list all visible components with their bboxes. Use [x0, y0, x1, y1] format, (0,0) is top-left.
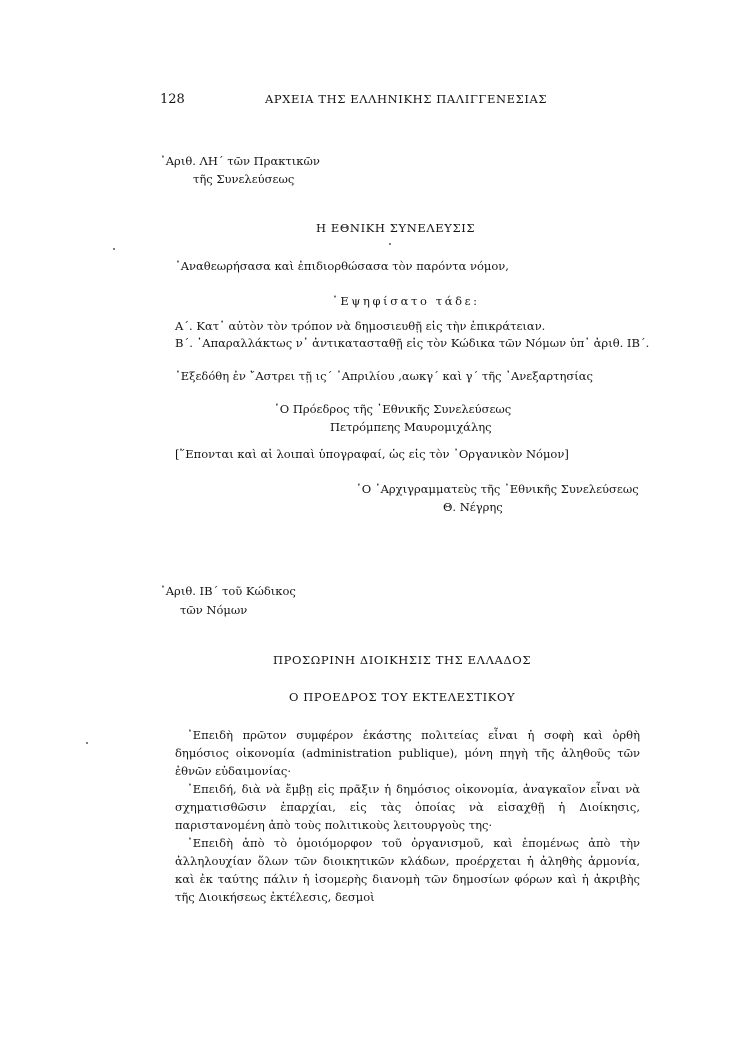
reference-line: τῆς Συνελεύσεως — [193, 172, 295, 186]
speck — [86, 742, 88, 744]
article-a: Α΄. Κατ᾿ αὐτὸν τὸν τρόπον νὰ δημοσιευθῇ εἰς τὴν ἐπικράτειαν. — [175, 319, 546, 333]
secretary-name: Θ. Νέγρης — [443, 500, 503, 514]
president-title: ῾Ο Πρόεδρος τῆς ᾿Εθνικῆς Συνελεύσεως — [274, 402, 512, 416]
secretary-title: ῾Ο ᾿Αρχιγραμματεὺς τῆς ᾿Εθνικῆς Συνελεύσεως — [356, 482, 639, 496]
intro-line: ᾿Αναθεωρήσασα καὶ ἐπιδιορθώσασα τὸν παρόντα νόμον, — [175, 259, 509, 273]
paragraph: ᾿Επειδή, διὰ νὰ ἔμβῃ εἰς πρᾶξιν ἡ δημόσιος οἰκονομία, ἀναγκαῖον εἶναι νὰ σχηματισθῶσιν ἐπαρχίαι, εἰς τὰς ὁποίας νὰ εἰσαχθῇ ἡ Διοίκησις, παριστανομένη ἀπὸ τοὺς πολιτικοὺς λειτουργοὺς της· — [175, 782, 640, 832]
section-heading: Η ΕΘΝΙΚΗ ΣΥΝΕΛΕΥΣΙΣ — [316, 221, 476, 235]
reference-line: ᾿Αριθ. ΙΒ΄ τοῦ Κώδικος — [160, 584, 296, 598]
bracket-note: [῞Επονται καὶ αἱ λοιπαὶ ὑπογραφαί, ὡς εἰς τὸν ᾿Οργανικὸν Νόμον] — [175, 447, 569, 461]
speck — [113, 248, 115, 250]
speck — [389, 243, 391, 245]
reference-line: τῶν Νόμων — [180, 603, 248, 617]
issued-line: ᾿Εξεδόθη ἐν ῎Αστρει τῇ ις΄ ᾿Απριλίου ,αωκγ΄ καὶ γ΄ τῆς ᾿Ανεξαρτησίας — [175, 369, 593, 383]
paragraph: ᾿Επειδὴ ἀπὸ τὸ ὁμοιόμορφον τοῦ ὀργανισμοῦ, καὶ ἑπομένως ἀπὸ τὴν ἀλληλουχίαν ὅλων τῶν διοικητικῶν κλάδων, προέρχεται ἡ ἀληθὴς ἁρμονία, καὶ ἐκ ταύτης πάλιν ἡ ἰσομερὴς διανομὴ τῶν δημοσίων φόρων καὶ ἡ ἀκριβὴς τῆς Διοικήσεως ἐκτέλεσις, δεσμοὶ — [175, 836, 640, 904]
president-name: Πετρόμπεης Μαυρομιχάλης — [330, 420, 492, 434]
body-text — [175, 726, 640, 906]
paragraph: ᾿Επειδὴ πρῶτον συμφέρον ἑκάστης πολιτείας εἶναι ἡ σοφὴ καὶ ὀρθὴ δημόσιος οἰκονομία (administration publique), μόνη πηγὴ τῆς ἀληθοῦς τῶν ἐθνῶν εὐδαιμονίας· — [175, 728, 640, 778]
decree-line: ᾿Εψηφίσατο τάδε: — [332, 294, 480, 308]
article-b: Β΄. ᾿Απαραλλάκτως ν᾿ ἀντικατασταθῇ εἰς τὸν Κώδικα τῶν Νόμων ὑπ᾿ ἀριθ. ΙΒ΄. — [175, 336, 650, 350]
page-number: 128 — [160, 92, 185, 107]
reference-line: ᾿Αριθ. ΛΗ΄ τῶν Πρακτικῶν — [160, 154, 320, 168]
section-subheading: Ο ΠΡΟΕΔΡΟΣ ΤΟΥ ΕΚΤΕΛΕΣΤΙΚΟΥ — [289, 690, 516, 704]
section-heading: ΠΡΟΣΩΡΙΝΗ ΔΙΟΙΚΗΣΙΣ ΤΗΣ ΕΛΛΑΔΟΣ — [273, 653, 532, 667]
running-title: ΑΡΧΕΙΑ ΤΗΣ ΕΛΛΗΝΙΚΗΣ ΠΑΛΙΓΓΕΝΕΣΙΑΣ — [265, 92, 548, 106]
